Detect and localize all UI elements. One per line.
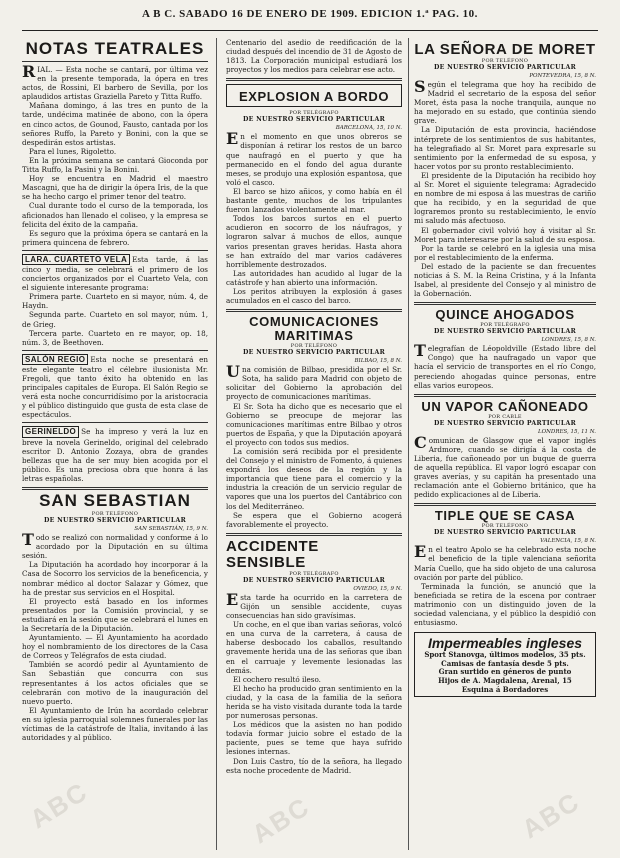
paragraph: Se ha impreso y verá la luz en breve la novela Gerineldo, original del celebrado escritor D. Antonio Zozaya, obra de grandes bellezas que ha de ser muy bien acogida por el público. Es una preciosa obra que honra á las letras españolas.	[22, 427, 208, 483]
divider	[414, 394, 596, 397]
advertisement-line: Camisas de fantasía desde 5 pts.	[441, 658, 569, 668]
paragraph: El presidente de la Diputación ha recibido hoy al Sr. Moret el siguiente telegrama: Agradecido en nombre de mi esposa á las muestras de cariño que ha recibido, y en la seguridad de que lograremos pronto su restablecimiento, le envío mi saludo más afectuoso.	[414, 170, 596, 226]
tiple-byline: POR TELÉFONO	[481, 523, 529, 530]
accidente-title: ACCIDENTE SENSIBLE	[226, 537, 319, 571]
paragraph: Un coche, en el que iban varias señoras, volcó en una curva de la carretera, á causa de haberse desbocado los caballos, resultando gravemente herida una de las señoras que iban en el carruaje y levemente lesionadas las demás.	[226, 620, 402, 675]
divider	[22, 250, 208, 251]
paragraph: Telegrafían de Léopoldville (Estado libre del Congo) que ha naufragado un vapor que hacía el servicio de transportes en el río Congo, pereciendo ahogadas quince personas, entre ellas varios europeos.	[414, 341, 596, 390]
paragraph: Don Luis Castro, tío de la señora, ha llegado esta noche procedente de Madrid.	[226, 756, 402, 775]
advertisement-title: Impermeables ingleses	[427, 635, 583, 652]
paragraph: Segunda parte. Cuarteto en sol mayor, núm. 1, de Grieg.	[22, 310, 208, 329]
vapor-dateline: LONDRES, 15, 11 N.	[537, 428, 596, 435]
comunicaciones-title: COMUNICACIONES MARITIMAS	[249, 314, 379, 344]
continued-paragraph: Centenario del asedio de reedificación de la ciudad después del incendio de 31 de Agosto de 1813. La Corporación municipal estudiará los proyectos y los medios para celebrar ese acto.	[226, 38, 402, 75]
gerineldo-title: GERINELDO	[22, 426, 79, 437]
paragraph: RIAL. — Esta noche se cantará, por última vez en la presente temporada, la ópera en tres actos, de Rossini, El barbero de Sevilla, por los aplaudidos artistas Graziella Pareto y Titta Ruffo.	[22, 62, 208, 102]
divider	[414, 302, 596, 305]
paragraph: Hoy se encuentra en Madrid el maestro Mascagni, que ha de dirigir la ópera Iris, de la que se ha hecho cargo el primer tenor del teatro.	[22, 174, 208, 202]
moret-dateline: PONTEVEDRA, 15, 8 N.	[529, 73, 596, 79]
explosion-headline-box	[226, 84, 402, 107]
advertisement-line: Hijos de A. Magdalena, Arenal, 15	[438, 676, 572, 685]
advertisement-line: Sport Stanovga, últimos modelos, 35 pts.	[424, 650, 586, 660]
divider	[22, 61, 208, 62]
divider	[226, 78, 402, 81]
paragraph: En el teatro Apolo se ha celebrado esta noche el beneficio de la tiple valenciana señorita María Cuello, que ha sido objeto de una calurosa ovación por parte del público.	[414, 542, 596, 582]
advertisement-box	[414, 632, 596, 697]
divider	[22, 350, 208, 351]
comunicaciones-service: DE NUESTRO SERVICIO PARTICULAR	[242, 349, 386, 357]
paragraph: En el momento en que unos obreros se disponían á retirar los restos de un barco que naufragó en el puerto y que ha permanecido en el fondo del agua durante meses, se produjo una explosión espantosa, que voló el casco.	[226, 129, 402, 187]
column-divider-1	[216, 38, 217, 850]
paragraph: El hecho ha producido gran sentimiento en la ciudad, y la casa de la familia de la señora herida se ha visto visitada durante toda la tarde por numerosas personas.	[226, 683, 402, 721]
paragraph: La comisión será recibida por el presidente del Consejo y el ministro de Fomento, á quienes expondrá los deseos de la región y la importancia que tiene para el comercio y la industria la creación de un servicio regular de vapores que una los puertos del Cantábrico con los del Mediterráneo.	[226, 447, 402, 511]
paragraph: Las autoridades han acudido al lugar de la catástrofe y han abierto una información.	[226, 268, 402, 287]
paragraph: También se acordó pedir al Ayuntamiento de San Sebastián que concurra con sus representantes á los actos oficiales que se celebrarán con motivo de la inauguración del nuevo puerto.	[22, 660, 208, 706]
accidente-dateline: OVIEDO, 15, 9 N.	[353, 585, 402, 592]
paragraph: Comunican de Glasgow que el vapor inglés Ardmore, cuando se dirigía á la costa de Liberia, fue cañoneado por un buque de guerra de aquella república. El vapor logró escapar con graves averías, y su capitán ha presentado una reclamación ante el Gobierno británico, que ha pedido explicaciones al de Liberia.	[414, 432, 596, 500]
moret-title: LA SEÑORA DE MORET	[414, 41, 596, 58]
paragraph: Mañana domingo, á las tres en punto de la tarde, undécima matinée de abono, con la ópera en cinco actos, de Gounod, Fausto, cantada por los señores Ruffo, la Pareto y Bonini, con la que se despedirán estos artistas.	[22, 101, 208, 147]
comunicaciones-byline: POR TELÉFONO	[290, 343, 338, 350]
salon-regio-section	[22, 354, 208, 420]
paragraph: Según el telegrama que hoy ha recibido de Madrid el secretario de la esposa del señor Moret, ésta pasa la noche tranquila, aunque no ha mejorado en su estado, que continúa siendo grave.	[414, 77, 596, 126]
comunicaciones-dateline: BILBAO, 15, 8 N.	[354, 358, 402, 365]
salon-regio-title: SALÓN REGIO	[22, 354, 88, 365]
paragraph: Para el lunes, Rigoletto.	[29, 146, 117, 156]
quince-title: QUINCE AHOGADOS	[435, 307, 575, 323]
vapor-service: DE NUESTRO SERVICIO PARTICULAR	[433, 419, 577, 427]
paragraph: Todos los barcos surtos en el puerto acudieron en socorro de los náufragos, y lograron salvar á muchos de ellos, aunque varios presentan graves heridas. Hasta ahora se han extraído del mar varios cadáveres horriblemente destrozados.	[226, 214, 402, 269]
gerineldo-section	[22, 426, 208, 483]
divider	[226, 533, 402, 536]
quince-byline: POR TELÉGRAFO	[480, 322, 530, 329]
paragraph: Esta noche se presentará en este elegante teatro el célebre ilusionista Mr. Fregoli, que tanto éxito ha obtenido en las principales capitales de Europa. El Salón Regio se verá esta noche concurridísimo por la aristocracia y el público distinguido que gusta de esta clase de espectáculos.	[22, 354, 208, 420]
lara-section	[22, 254, 208, 347]
san-sebastian-dateline: SAN SEBASTIÁN, 15, 9 N.	[134, 526, 208, 533]
explosion-title: EXPLOSION A BORDO	[238, 89, 390, 105]
lara-title: LARA. CUARTETO VELA	[22, 254, 130, 265]
column-3	[414, 38, 596, 850]
san-sebastian-title: SAN SEBASTIAN	[39, 491, 191, 511]
paragraph: El gobernador civil volvió hoy á visitar al Sr. Moret para interesarse por la salud de su esposa.	[414, 225, 596, 244]
paragraph: En la próxima semana se cantará Gioconda por Titta Ruffo, la Pasini y la Bonini.	[22, 155, 208, 175]
divider	[22, 422, 208, 423]
advertisement-line: Esquina á Bordadores	[461, 684, 549, 694]
watermark-stamp: ABC	[246, 790, 316, 850]
paragraph: Ayuntamiento. — El Ayuntamiento ha acordado hoy el nombramiento de los directores de la Casa de Correos y Telégrafos de esta ciudad.	[22, 633, 208, 661]
accidente-service: DE NUESTRO SERVICIO PARTICULAR	[242, 576, 386, 584]
paragraph: Los peritos atribuyen la explosión á gases acumulados en el casco del barco.	[226, 286, 402, 306]
paragraph: La Diputación de esta provincia, haciéndose intérprete de los sentimientos de sus habitantes, ha telegrafiado al Sr. Moret para expresarle su sentimiento por la enfermedad de su esposa, y hacer votos por su pronto restablecimiento.	[414, 125, 596, 171]
divider	[414, 503, 596, 506]
paragraph: Terminada la función, se anunció que la beneficiada se retira de la escena por contraer matrimonio con un distinguido joven de la sociedad valenciana, y el público la despidió con entusiasmo.	[414, 581, 596, 628]
paragraph: Los médicos que la asisten no han podido todavía formar juicio sobre el estado de la paciente, pues se teme que haya sufrido lesiones internas.	[226, 720, 402, 757]
notas-teatrales-body	[22, 62, 208, 247]
watermark-stamp: ABC	[516, 785, 586, 845]
divider	[226, 309, 402, 312]
explosion-dateline: BARCELONA, 15, 10 N.	[335, 125, 402, 132]
page-masthead: A B C. SABADO 16 DE ENERO DE 1909. EDICION 1.ª PAG. 10.	[142, 8, 478, 20]
accidente-byline: POR TELÉGRAFO	[289, 570, 339, 577]
paragraph: El Sr. Sota ha dicho que es necesario que el Gobierno se preocupe de mejorar las comunicaciones marítimas entre Bilbao y otros puertos de España, y que la Diputación apoyará el proyecto con todos sus medios.	[226, 401, 402, 447]
masthead-rule	[22, 30, 598, 31]
san-sebastian-service: DE NUESTRO SERVICIO PARTICULAR	[43, 517, 187, 525]
vapor-byline: POR CABLE	[488, 413, 522, 420]
column-2	[226, 38, 402, 850]
tiple-service: DE NUESTRO SERVICIO PARTICULAR	[433, 529, 577, 537]
explosion-service: DE NUESTRO SERVICIO PARTICULAR	[242, 116, 386, 124]
quince-dateline: LONDRES, 15, 8 N.	[541, 337, 596, 344]
paragraph: Tercera parte. Cuarteto en re mayor, op. 18, núm. 3, de Beethoven.	[22, 328, 208, 347]
moret-service: DE NUESTRO SERVICIO PARTICULAR	[433, 64, 577, 71]
paragraph: Del estado de la paciente se dan frecuentes noticias á S. M. la Reina Cristina, y á la Infanta Isabel, al presidente del Consejo y al ministro de la Gobernación.	[414, 261, 596, 299]
paragraph: Todo se realizó con normalidad y conforme á lo acordado por la Diputación en su última sesión.	[22, 530, 208, 561]
vapor-title: UN VAPOR CAÑONEADO	[421, 398, 589, 414]
advertisement-line: Gran surtido en géneros de punto	[438, 667, 572, 677]
san-sebastian-byline: POR TELÉFONO	[91, 511, 139, 518]
paragraph: Se espera que el Gobierno acogerá favorablemente el proyecto.	[226, 510, 402, 529]
tiple-dateline: VALENCIA, 15, 8 N.	[540, 538, 596, 545]
divider	[22, 487, 208, 490]
paragraph: El barco se hizo añicos, y como había en él bastante gente, muchos de los tripulantes fueron lanzados violentamente al mar.	[226, 186, 402, 215]
quince-service: DE NUESTRO SERVICIO PARTICULAR	[433, 328, 577, 336]
explosion-byline: POR TELÉGRAFO	[289, 110, 339, 117]
paragraph: Es seguro que la próxima ópera se cantará en la primera quincena de febrero.	[22, 228, 208, 247]
moret-byline: POR TELÉFONO	[481, 58, 529, 64]
paragraph: Esta tarde, á las cinco y media, se celebrará el primero de los conciertos organizados por el Cuarteto Vela, con el siguiente interesante programa:	[22, 254, 208, 293]
tiple-title: TIPLE QUE SE CASA	[434, 508, 576, 524]
paragraph: Primera parte. Cuarteto en si mayor, núm. 4, de Haydn.	[22, 292, 208, 311]
paragraph: El cochero resultó ileso.	[233, 674, 321, 684]
paragraph: La Diputación ha acordado hoy incorporar á la Casa de Socorro los servicios de la beneficencia, y nombrar médico al doctor Salazar y Gómez, que ha de prestar sus servicios en el Hospital.	[22, 560, 208, 597]
paragraph: Esta tarde ha ocurrido en la carretera de Gijón un sensible accidente, cuyas consecuencias han sido gravísimas.	[226, 589, 402, 621]
paragraph: Cual durante todo el curso de la temporada, los aficionados han llenado el coliseo, y la empresa se felicita del éxito de la campaña.	[22, 201, 208, 229]
column-divider-2	[408, 38, 409, 850]
notas-teatrales-title: NOTAS TEATRALES	[25, 39, 205, 58]
paragraph: El proyecto está basado en los informes presentados por la Comisión provincial, y se estudiará en la sesión que se celebrará el lunes en la Secretaría de la Diputación.	[22, 596, 208, 633]
paragraph: Por la tarde se celebró en la iglesia una misa por el restablecimiento de la enferma.	[414, 243, 596, 262]
paragraph: El Ayuntamiento de Irún ha acordado celebrar en su iglesia parroquial solemnes funerales por las víctimas de la catástrofe de Italia, invitando á las autoridades y al público.	[22, 705, 208, 743]
watermark-stamp: ABC	[24, 775, 94, 835]
paragraph: Una comisión de Bilbao, presidida por el Sr. Sota, ha salido para Madrid con objeto de solicitar del Gobierno la aprobación del proyecto de comunicaciones marítimas.	[226, 362, 402, 402]
column-1	[22, 38, 208, 850]
